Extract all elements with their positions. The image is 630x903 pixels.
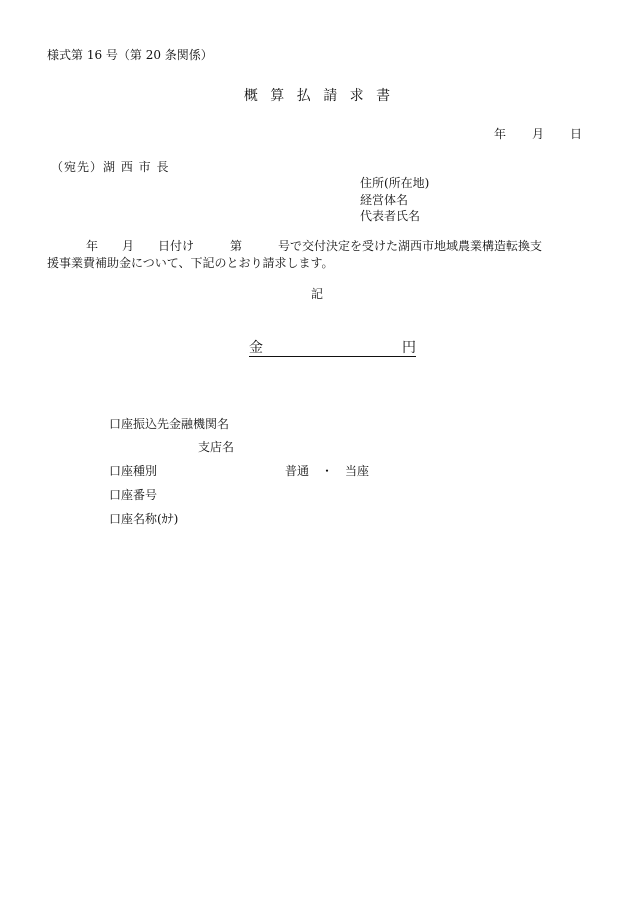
applicant-address-label: 住所(所在地) bbox=[360, 176, 430, 190]
account-type-label: 口座種別 bbox=[109, 464, 158, 478]
date-day-label: 日 bbox=[569, 127, 582, 141]
date-year-label: 年 bbox=[493, 127, 506, 141]
bank-name-label: 口座振込先金融機関名 bbox=[109, 417, 230, 431]
date-month-label: 月 bbox=[531, 127, 544, 141]
amount-yen-label: 円 bbox=[402, 340, 416, 356]
body-text-line-2: 援事業費補助金について、下記のとおり請求します。 bbox=[47, 256, 334, 270]
addressee: （宛先）湖 西 市 長 bbox=[51, 160, 170, 174]
ki-heading: 記 bbox=[310, 287, 323, 301]
account-holder-label: 口座名称(ｶﾅ) bbox=[109, 512, 179, 526]
account-type-options: 普通 ・ 当座 bbox=[285, 464, 370, 478]
page-title: 概 算 払 請 求 書 bbox=[243, 88, 395, 104]
form-number: 様式第 16 号（第 20 条関係） bbox=[47, 48, 213, 62]
applicant-business-label: 経営体名 bbox=[360, 193, 409, 207]
amount-field bbox=[249, 341, 416, 357]
date-line bbox=[494, 128, 582, 140]
branch-name-label: 支店名 bbox=[198, 440, 235, 454]
body-text-line-1: 年 月 日付け 第 号で交付決定を受けた湖西市地域農業構造転換支 bbox=[86, 239, 543, 253]
amount-kin-label: 金 bbox=[249, 340, 263, 356]
applicant-representative-label: 代表者氏名 bbox=[360, 209, 421, 223]
account-number-label: 口座番号 bbox=[109, 488, 158, 502]
